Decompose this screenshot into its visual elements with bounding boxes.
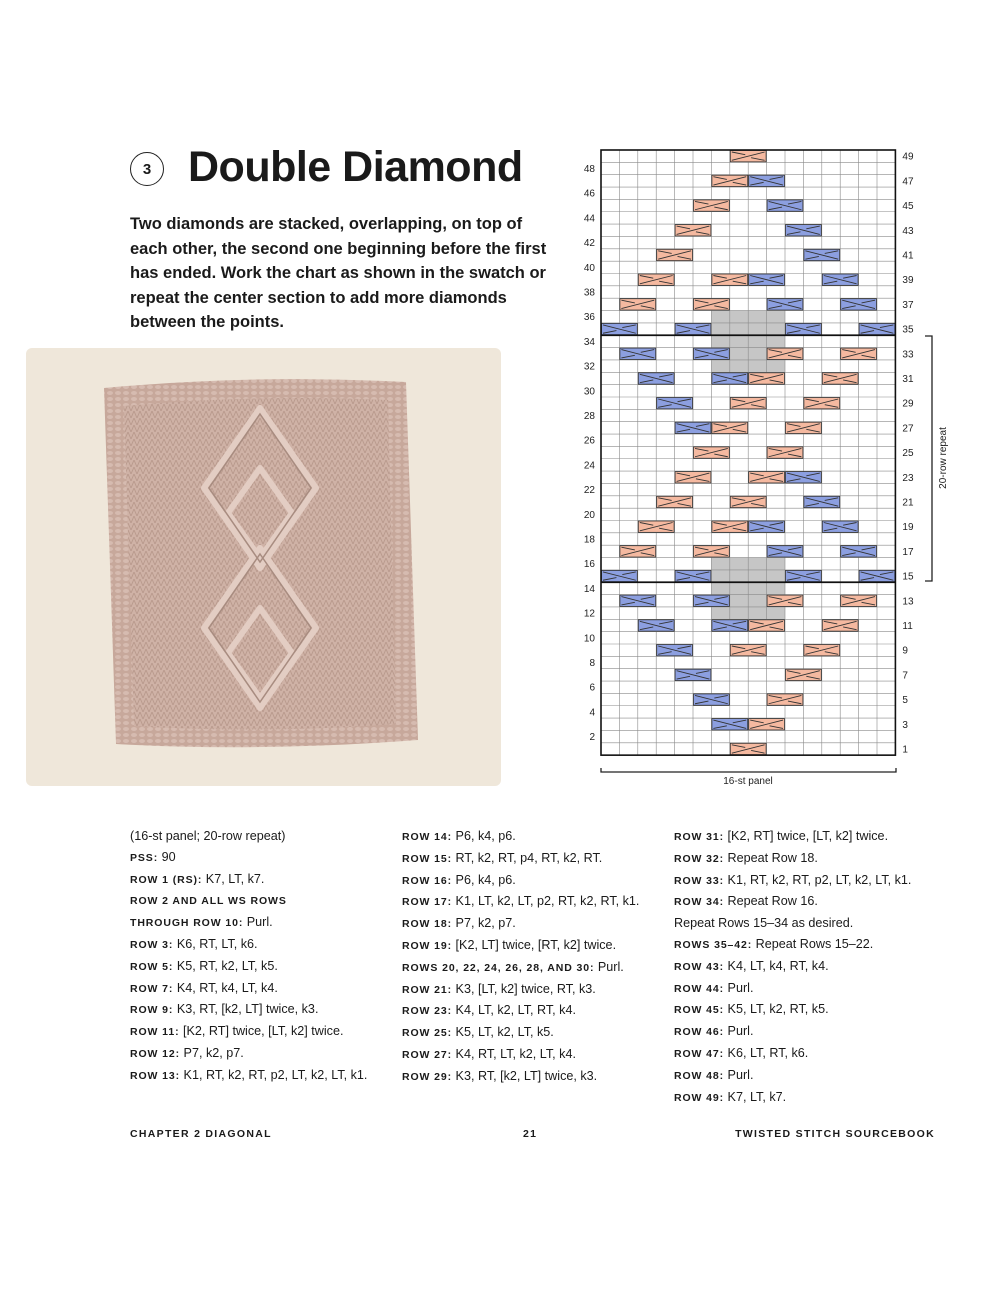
right-twist-symbol xyxy=(786,225,822,236)
row-number: 17 xyxy=(902,546,914,558)
instruction-line xyxy=(130,912,395,934)
left-twist-symbol xyxy=(749,373,785,384)
instruction-text: Purl. xyxy=(724,980,754,995)
instruction-line xyxy=(402,1000,670,1022)
knitting-chart xyxy=(570,140,970,800)
left-twist-symbol xyxy=(620,299,656,310)
instruction-line xyxy=(402,1044,670,1066)
right-twist-symbol xyxy=(694,595,730,606)
row-number: 6 xyxy=(589,682,595,694)
instructions-column-3 xyxy=(674,826,974,1108)
instruction-row-label: ROWS 20, 22, 24, 26, 28, AND 30: xyxy=(402,961,595,974)
instruction-row-label: ROW 5: xyxy=(130,960,174,973)
instruction-row-label: ROW 23: xyxy=(402,1005,453,1018)
right-twist-symbol xyxy=(712,373,748,384)
row-number: 38 xyxy=(583,287,595,299)
instruction-text: P6, k4, p6. xyxy=(452,829,516,843)
row-number: 31 xyxy=(902,373,914,385)
instruction-row-label: ROW 32: xyxy=(674,852,725,865)
row-number: 21 xyxy=(902,497,914,509)
row-number: 7 xyxy=(902,670,908,682)
instruction-text: 90 xyxy=(158,849,176,864)
left-twist-symbol xyxy=(712,175,748,186)
instruction-text: [K2, RT] twice, [LT, k2] twice. xyxy=(179,1024,344,1039)
instruction-text: K1, LT, k2, LT, p2, RT, k2, RT, k1. xyxy=(452,894,640,909)
left-twist-symbol xyxy=(675,472,711,483)
instruction-text: K7, LT, k7. xyxy=(202,871,265,886)
left-twist-symbol xyxy=(767,348,803,359)
instruction-text: K6, LT, RT, k6. xyxy=(724,1045,809,1060)
instruction-text: Purl. xyxy=(724,1024,754,1039)
left-twist-symbol xyxy=(822,620,858,631)
instruction-line xyxy=(130,999,395,1021)
left-twist-symbol xyxy=(786,422,822,433)
row-number: 46 xyxy=(583,188,595,200)
left-twist-symbol xyxy=(730,743,766,754)
footer-chapter: CHAPTER 2 DIAGONAL xyxy=(130,1128,272,1140)
row-number: 13 xyxy=(902,596,914,608)
right-twist-symbol xyxy=(620,595,656,606)
right-twist-symbol xyxy=(841,299,877,310)
row-number: 49 xyxy=(902,151,914,163)
right-twist-symbol xyxy=(675,323,711,334)
row-number: 47 xyxy=(902,176,914,188)
row-number: 48 xyxy=(583,164,595,176)
row-number: 19 xyxy=(902,522,914,534)
instruction-row-label: ROW 1 (RS): xyxy=(130,873,203,886)
left-twist-symbol xyxy=(730,645,766,656)
right-twist-symbol xyxy=(620,348,656,359)
instruction-row-label: ROW 18: xyxy=(402,918,453,931)
row-number: 12 xyxy=(583,608,595,620)
instruction-text: K3, [LT, k2] twice, RT, k3. xyxy=(452,981,596,996)
instruction-line xyxy=(402,870,670,892)
left-twist-symbol xyxy=(749,620,785,631)
instruction-text: K7, LT, k7. xyxy=(724,1089,787,1104)
instruction-line xyxy=(674,978,974,1000)
row-number: 33 xyxy=(902,349,914,361)
row-number: 29 xyxy=(902,398,914,410)
row-number: 30 xyxy=(583,386,595,398)
instruction-line xyxy=(130,869,395,891)
instruction-text: K4, RT, LT, k2, LT, k4. xyxy=(452,1046,576,1061)
instruction-line xyxy=(674,1021,974,1043)
instruction-line xyxy=(674,956,974,978)
row-number: 45 xyxy=(902,201,914,213)
instruction-row-label: ROW 27: xyxy=(402,1048,453,1061)
instruction-row-label: ROW 45: xyxy=(674,1004,725,1017)
instruction-line xyxy=(402,891,670,913)
row-number: 5 xyxy=(902,695,908,707)
row-number: 25 xyxy=(902,448,914,460)
right-twist-symbol xyxy=(694,694,730,705)
instruction-row-label: ROW 15: xyxy=(402,852,453,865)
left-twist-symbol xyxy=(694,447,730,458)
instruction-line xyxy=(674,848,974,870)
right-twist-symbol xyxy=(786,570,822,581)
instruction-text: Purl. xyxy=(724,1067,754,1082)
right-twist-symbol xyxy=(749,274,785,285)
row-number: 36 xyxy=(583,312,595,324)
instruction-row-label: ROW 34: xyxy=(674,896,725,909)
row-number: 20 xyxy=(583,509,595,521)
right-twist-symbol xyxy=(657,645,693,656)
left-twist-symbol xyxy=(749,472,785,483)
instruction-text: K5, LT, k2, LT, k5. xyxy=(452,1025,554,1040)
instruction-text: [K2, LT] twice, [RT, k2] twice. xyxy=(452,937,617,952)
instruction-line xyxy=(402,935,670,957)
instruction-line xyxy=(674,913,974,934)
left-twist-symbol xyxy=(730,496,766,507)
right-twist-symbol xyxy=(859,570,895,581)
instruction-line xyxy=(674,934,974,956)
row-number: 2 xyxy=(589,732,595,744)
instruction-text: P6, k4, p6. xyxy=(452,872,516,887)
instruction-row-label: ROW 3: xyxy=(130,938,174,951)
right-twist-symbol xyxy=(712,719,748,730)
right-twist-symbol xyxy=(822,274,858,285)
instruction-line xyxy=(130,1021,395,1043)
instruction-text: K1, RT, k2, RT, p2, LT, k2, LT, k1. xyxy=(724,872,912,887)
chart-grid xyxy=(601,150,895,755)
instruction-row-label: ROW 31: xyxy=(674,831,725,843)
instruction-line xyxy=(402,957,670,979)
instruction-row-label: ROW 9: xyxy=(130,1004,174,1017)
right-twist-symbol xyxy=(749,175,785,186)
instruction-line xyxy=(130,826,395,847)
instruction-text: P7, k2, p7. xyxy=(452,916,516,931)
instruction-row-label: ROW 47: xyxy=(674,1047,725,1060)
instruction-row-label: ROW 16: xyxy=(402,874,453,887)
left-twist-symbol xyxy=(712,521,748,532)
left-twist-symbol xyxy=(841,595,877,606)
pattern-number-badge: 3 xyxy=(130,152,164,186)
left-twist-symbol xyxy=(767,694,803,705)
instruction-row-label: ROW 2 AND ALL WS ROWS xyxy=(130,895,287,908)
row-number: 39 xyxy=(902,275,914,287)
instruction-line xyxy=(130,1043,395,1065)
instruction-text: Repeat Row 18. xyxy=(724,850,818,865)
left-twist-symbol xyxy=(694,200,730,211)
left-twist-symbol xyxy=(694,299,730,310)
instruction-line xyxy=(402,848,670,870)
row-number: 27 xyxy=(902,423,914,435)
pattern-title: Double Diamond xyxy=(188,143,523,191)
chart-even-row-numbers xyxy=(584,164,596,743)
instructions-column-2 xyxy=(402,826,670,1088)
right-twist-symbol xyxy=(675,669,711,680)
instruction-line xyxy=(402,826,670,848)
row-number: 34 xyxy=(583,336,595,348)
instruction-line xyxy=(402,1022,670,1044)
instruction-row-label: ROW 46: xyxy=(674,1026,725,1039)
instruction-line xyxy=(402,913,670,935)
row-number: 43 xyxy=(902,225,914,237)
left-twist-symbol xyxy=(675,225,711,236)
instruction-line xyxy=(130,847,395,869)
instruction-row-label: ROW 48: xyxy=(674,1069,725,1082)
right-twist-symbol xyxy=(675,422,711,433)
right-twist-symbol xyxy=(675,570,711,581)
left-twist-symbol xyxy=(638,521,674,532)
instruction-text: K3, RT, [k2, LT] twice, k3. xyxy=(173,1002,319,1017)
right-twist-symbol xyxy=(749,521,785,532)
instruction-text: Purl. xyxy=(243,915,273,930)
pattern-intro: Two diamonds are stacked, overlapping, on top of each other, the second one beginning before the first has ended. Work the chart as shown in the swatch or repeat the center section to add more diamonds between the points. xyxy=(130,215,547,331)
right-twist-symbol xyxy=(712,620,748,631)
instruction-line xyxy=(674,891,974,913)
instruction-line xyxy=(402,1066,670,1088)
left-twist-symbol xyxy=(786,669,822,680)
instruction-text: P7, k2, p7. xyxy=(180,1045,244,1060)
left-twist-symbol xyxy=(804,398,840,409)
instruction-line xyxy=(674,826,974,848)
left-twist-symbol xyxy=(730,151,766,162)
right-twist-symbol xyxy=(767,546,803,557)
right-twist-symbol xyxy=(859,323,895,334)
instruction-text: K3, RT, [k2, LT] twice, k3. xyxy=(452,1068,598,1083)
repeat-label: 20-row repeat xyxy=(938,427,949,489)
row-number: 44 xyxy=(583,213,595,225)
footer-book-title: TWISTED STITCH SOURCEBOOK xyxy=(735,1128,935,1140)
instruction-line xyxy=(130,1065,395,1087)
instruction-row-label: ROW 44: xyxy=(674,982,725,995)
right-twist-symbol xyxy=(804,496,840,507)
instruction-row-label: ROW 11: xyxy=(130,1026,180,1039)
right-twist-symbol xyxy=(657,398,693,409)
instruction-row-label: ROW 49: xyxy=(674,1091,725,1104)
row-number: 42 xyxy=(583,238,595,250)
instruction-line xyxy=(402,979,670,1001)
row-number: 11 xyxy=(902,620,913,632)
right-twist-symbol xyxy=(841,546,877,557)
chart-odd-row-numbers xyxy=(902,152,914,756)
left-twist-symbol xyxy=(804,645,840,656)
instruction-text: K1, RT, k2, RT, p2, LT, k2, LT, k1. xyxy=(180,1067,368,1082)
repeat-bracket xyxy=(925,336,949,581)
instruction-row-label: ROW 25: xyxy=(402,1027,453,1040)
left-twist-symbol xyxy=(767,595,803,606)
right-twist-symbol xyxy=(767,200,803,211)
instruction-line xyxy=(674,1065,974,1087)
instruction-text: [K2, RT] twice, [LT, k2] twice. xyxy=(724,829,889,843)
row-number: 22 xyxy=(583,485,595,497)
right-twist-symbol xyxy=(822,521,858,532)
right-twist-symbol xyxy=(602,323,638,334)
instruction-text: K5, RT, k2, LT, k5. xyxy=(173,958,278,973)
row-number: 14 xyxy=(583,583,595,595)
row-number: 15 xyxy=(902,571,914,583)
instruction-text: K4, LT, k4, RT, k4. xyxy=(724,958,829,973)
instruction-row-label: ROW 29: xyxy=(402,1070,453,1083)
right-twist-symbol xyxy=(804,249,840,260)
right-twist-symbol xyxy=(638,373,674,384)
row-number: 37 xyxy=(902,299,914,311)
instruction-row-label: ROW 12: xyxy=(130,1047,181,1060)
instruction-row-label: THROUGH ROW 10: xyxy=(130,917,244,930)
instruction-line xyxy=(674,1043,974,1065)
left-twist-symbol xyxy=(657,249,693,260)
row-number: 32 xyxy=(583,361,595,373)
row-number: 16 xyxy=(583,559,595,571)
panel-label: 16-st panel xyxy=(723,776,773,787)
row-number: 4 xyxy=(589,707,595,719)
left-twist-symbol xyxy=(657,496,693,507)
row-number: 41 xyxy=(902,250,914,262)
row-number: 10 xyxy=(583,633,595,645)
instruction-row-label: ROW 17: xyxy=(402,896,453,909)
left-twist-symbol xyxy=(767,447,803,458)
instruction-text: K4, RT, k4, LT, k4. xyxy=(173,980,278,995)
instruction-line xyxy=(674,1087,974,1109)
instruction-line xyxy=(130,956,395,978)
instruction-line xyxy=(130,978,395,1000)
right-twist-symbol xyxy=(767,299,803,310)
instruction-line xyxy=(130,890,395,912)
row-number: 28 xyxy=(583,411,595,423)
row-number: 40 xyxy=(583,262,595,274)
instruction-row-label: ROW 19: xyxy=(402,939,453,952)
left-twist-symbol xyxy=(694,546,730,557)
instructions-column-1 xyxy=(130,826,395,1087)
left-twist-symbol xyxy=(712,422,748,433)
instruction-text: RT, k2, RT, p4, RT, k2, RT. xyxy=(452,850,603,865)
left-twist-symbol xyxy=(620,546,656,557)
instruction-text: Repeat Row 16. xyxy=(724,894,818,909)
left-twist-symbol xyxy=(730,398,766,409)
row-number: 9 xyxy=(902,645,908,657)
panel-bracket xyxy=(601,768,896,787)
row-number: 26 xyxy=(583,435,595,447)
right-twist-symbol xyxy=(786,472,822,483)
instruction-line xyxy=(674,870,974,892)
left-twist-symbol xyxy=(822,373,858,384)
instruction-line xyxy=(130,934,395,956)
instruction-text: Purl. xyxy=(594,959,624,974)
left-twist-symbol xyxy=(712,274,748,285)
row-number: 8 xyxy=(589,658,595,670)
instruction-text: K4, LT, k2, LT, RT, k4. xyxy=(452,1003,576,1018)
swatch-photo xyxy=(26,348,501,786)
row-number: 23 xyxy=(902,472,914,484)
left-twist-symbol xyxy=(638,274,674,285)
instruction-text: K6, RT, LT, k6. xyxy=(173,936,258,951)
instruction-row-label: ROWS 35–42: xyxy=(674,938,753,951)
row-number: 1 xyxy=(902,744,908,756)
instruction-row-label: ROW 33: xyxy=(674,874,725,887)
instruction-text: Repeat Rows 15–34 as desired. xyxy=(674,916,854,931)
page-number: 21 xyxy=(523,1128,538,1140)
left-twist-symbol xyxy=(749,719,785,730)
row-number: 35 xyxy=(902,324,914,336)
instruction-row-label: ROW 21: xyxy=(402,983,453,996)
instruction-row-label: PSS: xyxy=(130,851,159,864)
instruction-row-label: ROW 14: xyxy=(402,831,453,843)
instruction-line xyxy=(674,999,974,1021)
row-number: 18 xyxy=(583,534,595,546)
instruction-row-label: ROW 13: xyxy=(130,1069,181,1082)
left-twist-symbol xyxy=(841,348,877,359)
row-number: 24 xyxy=(583,460,595,472)
right-twist-symbol xyxy=(694,348,730,359)
right-twist-symbol xyxy=(638,620,674,631)
right-twist-symbol xyxy=(786,323,822,334)
instruction-text: K5, LT, k2, RT, k5. xyxy=(724,1002,829,1017)
instruction-row-label: ROW 7: xyxy=(130,982,174,995)
right-twist-symbol xyxy=(602,570,638,581)
row-number: 3 xyxy=(902,719,908,731)
instruction-text: Repeat Rows 15–22. xyxy=(752,936,874,951)
instruction-text: (16-st panel; 20-row repeat) xyxy=(130,829,286,843)
instruction-row-label: ROW 43: xyxy=(674,960,725,973)
